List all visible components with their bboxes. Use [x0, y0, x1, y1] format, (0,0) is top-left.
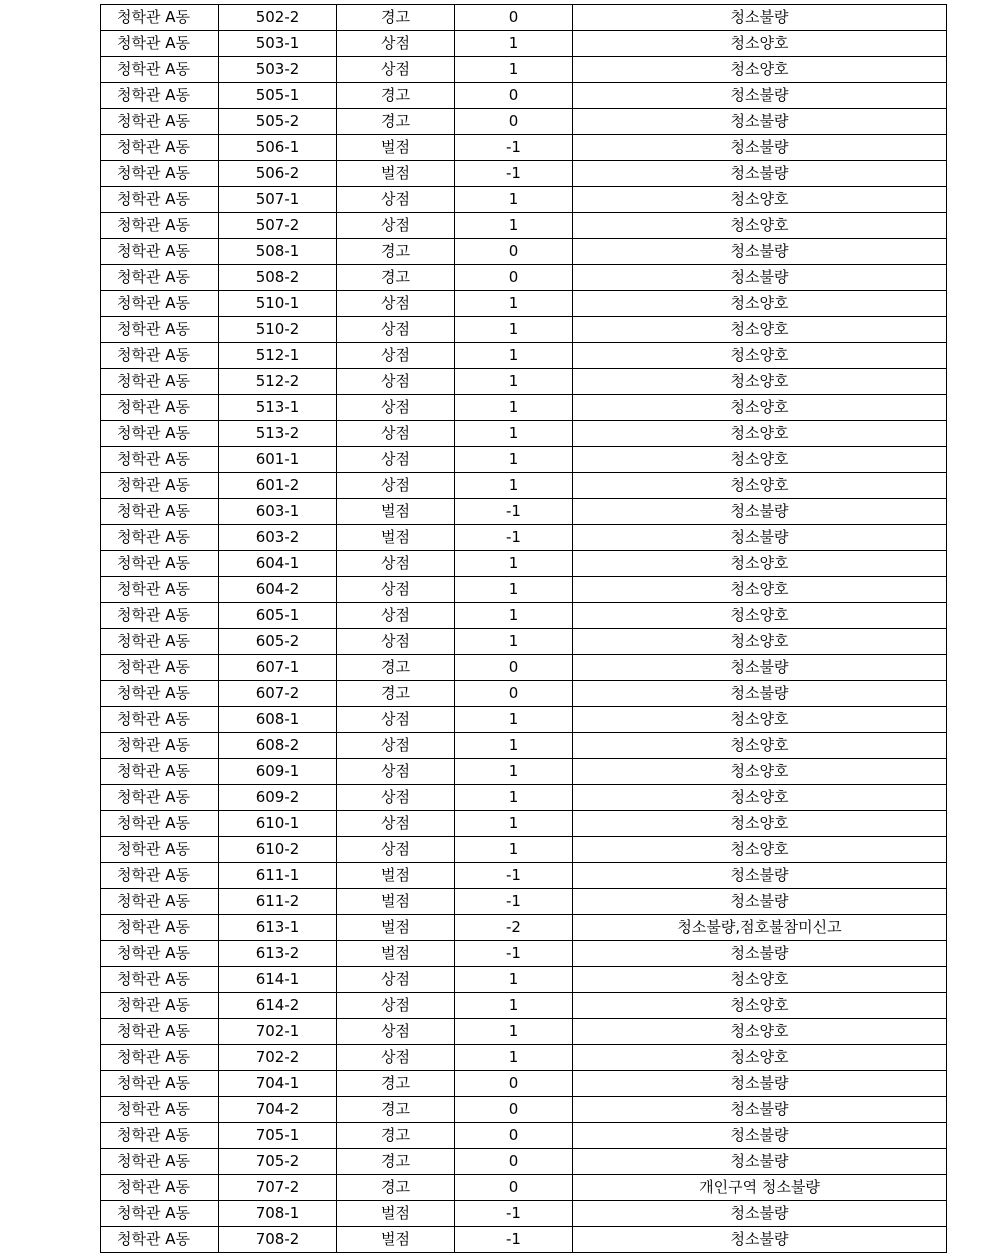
building-cell: 청학관 A동 [101, 135, 219, 161]
score-cell: -1 [455, 1227, 573, 1253]
note-cell: 청소불량 [573, 863, 947, 889]
building-cell: 청학관 A동 [101, 265, 219, 291]
type-cell: 경고 [337, 681, 455, 707]
room-cell: 704-2 [219, 1097, 337, 1123]
score-cell: 1 [455, 1045, 573, 1071]
note-cell: 청소불량 [573, 525, 947, 551]
table-row [101, 447, 947, 473]
room-cell: 610-1 [219, 811, 337, 837]
type-cell: 상점 [337, 629, 455, 655]
note-cell: 청소양호 [573, 785, 947, 811]
table-row [101, 1175, 947, 1201]
room-cell: 603-1 [219, 499, 337, 525]
table-row [101, 135, 947, 161]
type-cell: 상점 [337, 967, 455, 993]
note-cell: 청소불량 [573, 1071, 947, 1097]
score-cell: 1 [455, 551, 573, 577]
table-row [101, 837, 947, 863]
table-row [101, 317, 947, 343]
note-cell: 청소불량 [573, 1149, 947, 1175]
type-cell: 상점 [337, 31, 455, 57]
table-row [101, 239, 947, 265]
type-cell: 상점 [337, 187, 455, 213]
note-cell: 청소양호 [573, 395, 947, 421]
note-cell: 청소불량 [573, 1123, 947, 1149]
note-cell: 청소양호 [573, 993, 947, 1019]
building-cell: 청학관 A동 [101, 1227, 219, 1253]
room-cell: 614-1 [219, 967, 337, 993]
room-cell: 505-2 [219, 109, 337, 135]
building-cell: 청학관 A동 [101, 1045, 219, 1071]
note-cell: 청소불량 [573, 161, 947, 187]
score-cell: 1 [455, 629, 573, 655]
note-cell: 청소양호 [573, 811, 947, 837]
score-cell: -1 [455, 941, 573, 967]
building-cell: 청학관 A동 [101, 629, 219, 655]
type-cell: 상점 [337, 603, 455, 629]
building-cell: 청학관 A동 [101, 213, 219, 239]
building-cell: 청학관 A동 [101, 317, 219, 343]
building-cell: 청학관 A동 [101, 837, 219, 863]
note-cell: 청소양호 [573, 1045, 947, 1071]
room-cell: 605-2 [219, 629, 337, 655]
table-row [101, 993, 947, 1019]
building-cell: 청학관 A동 [101, 499, 219, 525]
note-cell: 청소양호 [573, 369, 947, 395]
type-cell: 상점 [337, 447, 455, 473]
room-cell: 705-2 [219, 1149, 337, 1175]
type-cell: 상점 [337, 993, 455, 1019]
table-row [101, 1149, 947, 1175]
room-cell: 503-1 [219, 31, 337, 57]
score-cell: 1 [455, 57, 573, 83]
note-cell: 청소양호 [573, 291, 947, 317]
note-cell: 청소불량 [573, 1227, 947, 1253]
table-row [101, 187, 947, 213]
score-cell: 1 [455, 213, 573, 239]
room-cell: 613-1 [219, 915, 337, 941]
note-cell: 청소불량 [573, 889, 947, 915]
table-row [101, 265, 947, 291]
table-row [101, 1019, 947, 1045]
room-cell: 513-1 [219, 395, 337, 421]
type-cell: 벌점 [337, 1227, 455, 1253]
type-cell: 상점 [337, 473, 455, 499]
score-cell: 1 [455, 1019, 573, 1045]
table-row [101, 707, 947, 733]
room-cell: 507-2 [219, 213, 337, 239]
room-cell: 512-1 [219, 343, 337, 369]
table-row [101, 811, 947, 837]
score-cell: 0 [455, 681, 573, 707]
table-row [101, 395, 947, 421]
score-cell: 0 [455, 1175, 573, 1201]
building-cell: 청학관 A동 [101, 1097, 219, 1123]
building-cell: 청학관 A동 [101, 1201, 219, 1227]
note-cell: 청소양호 [573, 213, 947, 239]
room-cell: 513-2 [219, 421, 337, 447]
note-cell: 청소불량 [573, 655, 947, 681]
type-cell: 벌점 [337, 499, 455, 525]
building-cell: 청학관 A동 [101, 1149, 219, 1175]
score-cell: 0 [455, 655, 573, 681]
note-cell: 청소양호 [573, 447, 947, 473]
note-cell: 청소불량 [573, 5, 947, 31]
score-cell: 1 [455, 473, 573, 499]
room-cell: 609-1 [219, 759, 337, 785]
table-row [101, 213, 947, 239]
score-cell: 1 [455, 343, 573, 369]
type-cell: 상점 [337, 551, 455, 577]
room-cell: 704-1 [219, 1071, 337, 1097]
note-cell: 청소불량 [573, 265, 947, 291]
room-cell: 505-1 [219, 83, 337, 109]
type-cell: 상점 [337, 343, 455, 369]
table-row [101, 57, 947, 83]
building-cell: 청학관 A동 [101, 291, 219, 317]
building-cell: 청학관 A동 [101, 993, 219, 1019]
building-cell: 청학관 A동 [101, 395, 219, 421]
type-cell: 상점 [337, 577, 455, 603]
type-cell: 상점 [337, 317, 455, 343]
table-row [101, 31, 947, 57]
score-cell: 1 [455, 447, 573, 473]
table-body [101, 5, 947, 1253]
note-cell: 청소양호 [573, 577, 947, 603]
note-cell: 개인구역 청소불량 [573, 1175, 947, 1201]
building-cell: 청학관 A동 [101, 161, 219, 187]
room-cell: 512-2 [219, 369, 337, 395]
type-cell: 경고 [337, 1175, 455, 1201]
note-cell: 청소양호 [573, 603, 947, 629]
type-cell: 상점 [337, 395, 455, 421]
score-cell: 1 [455, 291, 573, 317]
table-row [101, 525, 947, 551]
type-cell: 상점 [337, 707, 455, 733]
score-cell: 0 [455, 265, 573, 291]
score-cell: 1 [455, 421, 573, 447]
note-cell: 청소불량 [573, 239, 947, 265]
table-row [101, 369, 947, 395]
score-cell: 0 [455, 1097, 573, 1123]
table-row [101, 629, 947, 655]
room-cell: 604-2 [219, 577, 337, 603]
score-cell: 0 [455, 5, 573, 31]
table-row [101, 759, 947, 785]
type-cell: 상점 [337, 811, 455, 837]
room-cell: 604-1 [219, 551, 337, 577]
room-cell: 601-2 [219, 473, 337, 499]
note-cell: 청소양호 [573, 707, 947, 733]
score-cell: 0 [455, 239, 573, 265]
type-cell: 상점 [337, 421, 455, 447]
room-cell: 611-1 [219, 863, 337, 889]
score-cell: 1 [455, 31, 573, 57]
table-row [101, 1045, 947, 1071]
building-cell: 청학관 A동 [101, 5, 219, 31]
type-cell: 경고 [337, 1097, 455, 1123]
room-cell: 506-1 [219, 135, 337, 161]
building-cell: 청학관 A동 [101, 239, 219, 265]
table-row [101, 1201, 947, 1227]
type-cell: 벌점 [337, 941, 455, 967]
room-cell: 510-2 [219, 317, 337, 343]
building-cell: 청학관 A동 [101, 941, 219, 967]
note-cell: 청소양호 [573, 421, 947, 447]
note-cell: 청소불량,점호불참미신고 [573, 915, 947, 941]
type-cell: 벌점 [337, 863, 455, 889]
note-cell: 청소양호 [573, 317, 947, 343]
type-cell: 상점 [337, 369, 455, 395]
score-cell: 1 [455, 993, 573, 1019]
building-cell: 청학관 A동 [101, 603, 219, 629]
table-row [101, 499, 947, 525]
table-row [101, 863, 947, 889]
type-cell: 벌점 [337, 161, 455, 187]
note-cell: 청소양호 [573, 31, 947, 57]
room-cell: 608-1 [219, 707, 337, 733]
table-row [101, 941, 947, 967]
table-row [101, 1097, 947, 1123]
type-cell: 벌점 [337, 915, 455, 941]
building-cell: 청학관 A동 [101, 31, 219, 57]
type-cell: 경고 [337, 1149, 455, 1175]
note-cell: 청소양호 [573, 733, 947, 759]
table-row [101, 1123, 947, 1149]
type-cell: 벌점 [337, 1201, 455, 1227]
room-cell: 609-2 [219, 785, 337, 811]
table-row [101, 733, 947, 759]
type-cell: 벌점 [337, 135, 455, 161]
table-row [101, 421, 947, 447]
room-cell: 702-1 [219, 1019, 337, 1045]
score-cell: -1 [455, 1201, 573, 1227]
building-cell: 청학관 A동 [101, 109, 219, 135]
table-row [101, 785, 947, 811]
room-cell: 705-1 [219, 1123, 337, 1149]
type-cell: 경고 [337, 5, 455, 31]
room-cell: 605-1 [219, 603, 337, 629]
room-cell: 502-2 [219, 5, 337, 31]
score-cell: 0 [455, 83, 573, 109]
building-cell: 청학관 A동 [101, 83, 219, 109]
type-cell: 경고 [337, 83, 455, 109]
note-cell: 청소양호 [573, 57, 947, 83]
type-cell: 상점 [337, 837, 455, 863]
building-cell: 청학관 A동 [101, 343, 219, 369]
type-cell: 경고 [337, 265, 455, 291]
room-cell: 510-1 [219, 291, 337, 317]
table-row [101, 1071, 947, 1097]
building-cell: 청학관 A동 [101, 421, 219, 447]
building-cell: 청학관 A동 [101, 733, 219, 759]
note-cell: 청소불량 [573, 1097, 947, 1123]
building-cell: 청학관 A동 [101, 577, 219, 603]
building-cell: 청학관 A동 [101, 967, 219, 993]
table-row [101, 681, 947, 707]
note-cell: 청소불량 [573, 83, 947, 109]
building-cell: 청학관 A동 [101, 1019, 219, 1045]
score-cell: -1 [455, 161, 573, 187]
building-cell: 청학관 A동 [101, 551, 219, 577]
score-cell: 1 [455, 837, 573, 863]
room-cell: 507-1 [219, 187, 337, 213]
room-cell: 708-2 [219, 1227, 337, 1253]
table-row [101, 603, 947, 629]
score-cell: -1 [455, 499, 573, 525]
type-cell: 상점 [337, 213, 455, 239]
type-cell: 경고 [337, 655, 455, 681]
score-cell: 1 [455, 707, 573, 733]
type-cell: 경고 [337, 1071, 455, 1097]
building-cell: 청학관 A동 [101, 681, 219, 707]
building-cell: 청학관 A동 [101, 785, 219, 811]
note-cell: 청소양호 [573, 629, 947, 655]
room-cell: 508-1 [219, 239, 337, 265]
score-cell: 0 [455, 1149, 573, 1175]
table-row [101, 473, 947, 499]
building-cell: 청학관 A동 [101, 863, 219, 889]
score-cell: -1 [455, 889, 573, 915]
type-cell: 상점 [337, 759, 455, 785]
building-cell: 청학관 A동 [101, 811, 219, 837]
building-cell: 청학관 A동 [101, 759, 219, 785]
type-cell: 상점 [337, 1019, 455, 1045]
room-cell: 610-2 [219, 837, 337, 863]
room-cell: 503-2 [219, 57, 337, 83]
note-cell: 청소양호 [573, 551, 947, 577]
note-cell: 청소양호 [573, 473, 947, 499]
score-cell: 1 [455, 369, 573, 395]
score-cell: -1 [455, 135, 573, 161]
score-cell: 0 [455, 1123, 573, 1149]
room-cell: 613-2 [219, 941, 337, 967]
type-cell: 벌점 [337, 525, 455, 551]
score-cell: 1 [455, 577, 573, 603]
score-cell: 1 [455, 395, 573, 421]
type-cell: 상점 [337, 291, 455, 317]
building-cell: 청학관 A동 [101, 655, 219, 681]
note-cell: 청소양호 [573, 967, 947, 993]
building-cell: 청학관 A동 [101, 889, 219, 915]
room-cell: 508-2 [219, 265, 337, 291]
type-cell: 경고 [337, 1123, 455, 1149]
note-cell: 청소불량 [573, 499, 947, 525]
score-cell: 1 [455, 811, 573, 837]
building-cell: 청학관 A동 [101, 447, 219, 473]
building-cell: 청학관 A동 [101, 187, 219, 213]
room-cell: 607-1 [219, 655, 337, 681]
type-cell: 경고 [337, 109, 455, 135]
score-cell: 0 [455, 109, 573, 135]
score-cell: -2 [455, 915, 573, 941]
table-row [101, 967, 947, 993]
table-row [101, 5, 947, 31]
score-cell: 1 [455, 187, 573, 213]
room-cell: 708-1 [219, 1201, 337, 1227]
dorm-inspection-table [100, 4, 947, 1253]
room-cell: 601-1 [219, 447, 337, 473]
table-row [101, 343, 947, 369]
room-cell: 614-2 [219, 993, 337, 1019]
note-cell: 청소양호 [573, 1019, 947, 1045]
building-cell: 청학관 A동 [101, 1123, 219, 1149]
building-cell: 청학관 A동 [101, 369, 219, 395]
table-row [101, 655, 947, 681]
score-cell: -1 [455, 525, 573, 551]
type-cell: 벌점 [337, 889, 455, 915]
score-cell: 1 [455, 967, 573, 993]
table-row [101, 577, 947, 603]
table-row [101, 1227, 947, 1253]
room-cell: 608-2 [219, 733, 337, 759]
type-cell: 상점 [337, 57, 455, 83]
table-row [101, 915, 947, 941]
score-cell: -1 [455, 863, 573, 889]
score-cell: 0 [455, 1071, 573, 1097]
type-cell: 상점 [337, 785, 455, 811]
table-row [101, 109, 947, 135]
room-cell: 607-2 [219, 681, 337, 707]
room-cell: 707-2 [219, 1175, 337, 1201]
type-cell: 경고 [337, 239, 455, 265]
score-cell: 1 [455, 733, 573, 759]
room-cell: 603-2 [219, 525, 337, 551]
building-cell: 청학관 A동 [101, 1175, 219, 1201]
table-row [101, 161, 947, 187]
building-cell: 청학관 A동 [101, 915, 219, 941]
note-cell: 청소양호 [573, 759, 947, 785]
table-row [101, 889, 947, 915]
table-row [101, 83, 947, 109]
room-cell: 611-2 [219, 889, 337, 915]
room-cell: 506-2 [219, 161, 337, 187]
building-cell: 청학관 A동 [101, 1071, 219, 1097]
score-cell: 1 [455, 603, 573, 629]
score-cell: 1 [455, 759, 573, 785]
note-cell: 청소양호 [573, 837, 947, 863]
building-cell: 청학관 A동 [101, 57, 219, 83]
score-cell: 1 [455, 785, 573, 811]
note-cell: 청소불량 [573, 941, 947, 967]
table-row [101, 551, 947, 577]
note-cell: 청소불량 [573, 1201, 947, 1227]
building-cell: 청학관 A동 [101, 473, 219, 499]
type-cell: 상점 [337, 733, 455, 759]
room-cell: 702-2 [219, 1045, 337, 1071]
note-cell: 청소양호 [573, 343, 947, 369]
building-cell: 청학관 A동 [101, 525, 219, 551]
note-cell: 청소불량 [573, 135, 947, 161]
building-cell: 청학관 A동 [101, 707, 219, 733]
table-row [101, 291, 947, 317]
note-cell: 청소불량 [573, 109, 947, 135]
note-cell: 청소불량 [573, 681, 947, 707]
type-cell: 상점 [337, 1045, 455, 1071]
score-cell: 1 [455, 317, 573, 343]
note-cell: 청소양호 [573, 187, 947, 213]
